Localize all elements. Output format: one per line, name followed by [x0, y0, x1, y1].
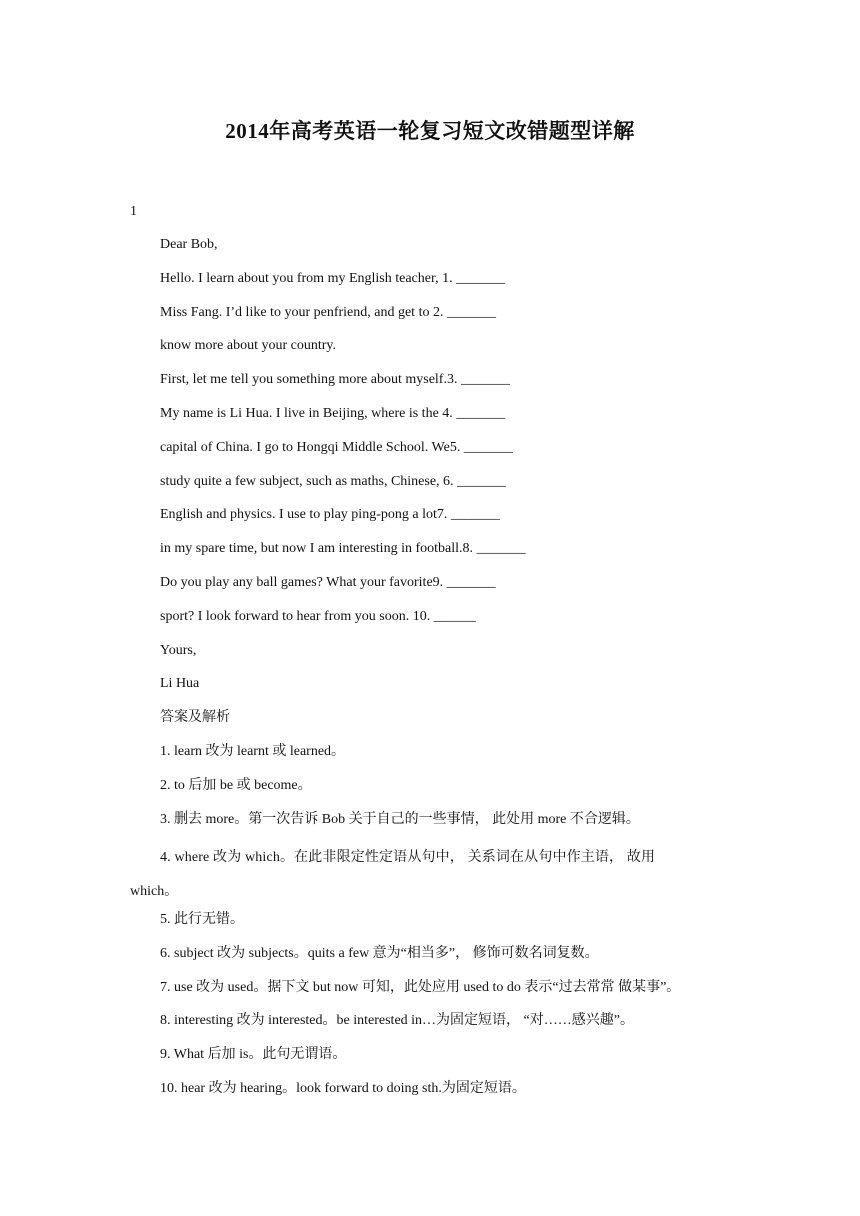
document-title: 2014年高考英语一轮复习短文改错题型详解	[225, 119, 635, 143]
letter-line: study quite a few subject, such as maths, Chinese, 6. _______	[160, 473, 507, 489]
answer-item-4	[130, 841, 730, 909]
answer-item: 9. What 后加 is。此句无谓语。	[160, 1047, 347, 1063]
letter-line: in my spare time, but now I am interesting in football.8. _______	[160, 541, 526, 557]
answer-item: 1. learn 改为 learnt 或 learned。	[160, 743, 346, 759]
section-number: 1	[130, 204, 137, 219]
answer-item: 8. interesting 改为 interested。be interested in…为固定短语， “对……感兴趣”。	[160, 1013, 634, 1029]
answers-heading: 答案及解析	[160, 710, 230, 726]
answer-item: 5. 此行无错。	[160, 912, 244, 927]
answer-item: 3. 删去 more。第一次告诉 Bob 关于自己的一些事情， 此处用 more 不合逻辑。	[160, 811, 640, 827]
letter-line: sport? I look forward to hear from you soon. 10. ______	[160, 608, 476, 624]
letter-line: know more about your country.	[160, 338, 336, 354]
letter-line: Miss Fang. I’d like to your penfriend, and get to 2. _______	[160, 304, 496, 320]
letter-and-answers	[160, 234, 760, 842]
letter-line: Do you play any ball games? What your favorite9. _______	[160, 574, 496, 590]
answer-item: 2. to 后加 be 或 become。	[160, 777, 312, 793]
letter-line: First, let me tell you something more about myself.3. _______	[160, 372, 510, 388]
letter-signature: Li Hua	[160, 676, 200, 692]
answers-continued	[160, 909, 760, 1112]
letter-line: English and physics. I use to play ping-pong a lot7. _______	[160, 507, 500, 523]
answer-4-line-2: which。	[130, 883, 179, 899]
answer-4-line-1: 4. where 改为 which。在此非限定性定语从句中， 关系词在从句中作主语， 故用	[160, 850, 656, 865]
answer-item: 10. hear 改为 hearing。look forward to doing sth.为固定短语。	[160, 1080, 526, 1096]
answer-item: 7. use 改为 used。据下文 but now 可知，此处应用 used to do 表示“过去常常 做某事”。	[160, 979, 681, 995]
answer-item: 6. subject 改为 subjects。quits a few 意为“相当多”， 修饰可数名词复数。	[160, 945, 599, 961]
letter-line: Dear Bob,	[160, 237, 218, 252]
letter-line: capital of China. I go to Hongqi Middle School. We5. _______	[160, 439, 513, 455]
letter-line: My name is Li Hua. I live in Beijing, where is the 4. _______	[160, 405, 506, 421]
letter-closing: Yours,	[160, 642, 197, 658]
letter-line: Hello. I learn about you from my English teacher, 1. _______	[160, 270, 506, 286]
